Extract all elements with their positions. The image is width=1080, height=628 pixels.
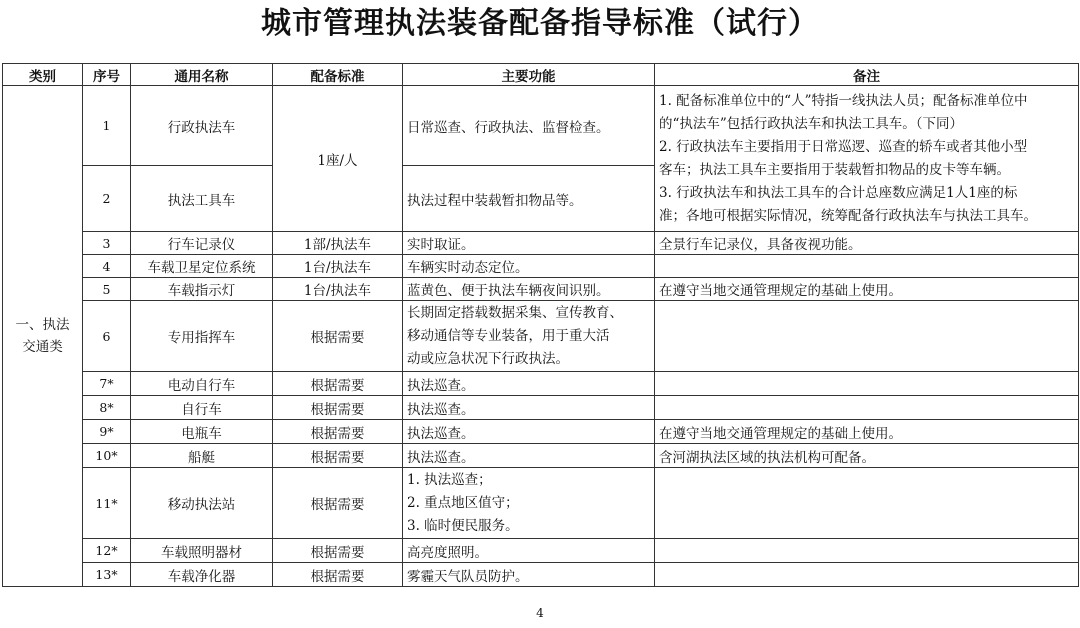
seq-cell: 2 <box>83 166 131 232</box>
standard-cell: 根据需要 <box>273 468 403 539</box>
name-cell: 行车记录仪 <box>131 232 273 255</box>
notes-cell <box>655 539 1079 563</box>
name-cell: 执法工具车 <box>131 166 273 232</box>
header-function: 主要功能 <box>403 64 655 86</box>
name-cell: 专用指挥车 <box>131 301 273 372</box>
notes-line: 2. 行政执法车主要指用于日常巡逻、巡查的轿车或者其他小型 <box>659 138 1028 155</box>
function-cell: 蓝黄色、便于执法车辆夜间识别。 <box>403 278 655 301</box>
function-line: 移动通信等专业装备，用于重大活 <box>407 327 610 344</box>
table-row <box>3 420 1079 444</box>
name-cell: 行政执法车 <box>131 86 273 166</box>
standard-cell: 1座/人 <box>273 86 403 232</box>
notes-cell <box>655 563 1079 587</box>
table-row <box>3 255 1079 278</box>
notes-cell <box>655 372 1079 396</box>
function-line: 2. 重点地区值守； <box>407 494 519 511</box>
notes-cell <box>655 255 1079 278</box>
name-cell: 电瓶车 <box>131 420 273 444</box>
table-header-row <box>3 64 1079 86</box>
seq-cell: 7* <box>83 372 131 396</box>
notes-cell: 在遵守当地交通管理规定的基础上使用。 <box>655 278 1079 301</box>
seq-cell: 12* <box>83 539 131 563</box>
function-line: 长期固定搭载数据采集、宣传教育、 <box>407 304 623 321</box>
seq-cell: 6 <box>83 301 131 372</box>
name-cell: 车载卫星定位系统 <box>131 255 273 278</box>
page-title: 城市管理执法装备配备指导标准（试行） <box>261 6 819 41</box>
name-cell: 车载照明器材 <box>131 539 273 563</box>
table-row <box>3 563 1079 587</box>
table-row <box>3 396 1079 420</box>
table-row <box>3 539 1079 563</box>
function-cell: 车辆实时动态定位。 <box>403 255 655 278</box>
notes-cell: 含河湖执法区域的执法机构可配备。 <box>655 444 1079 468</box>
seq-cell: 1 <box>83 86 131 166</box>
function-cell: 雾霾天气队员防护。 <box>403 563 655 587</box>
header-category: 类别 <box>3 64 83 86</box>
table-row <box>3 301 1079 372</box>
seq-cell: 5 <box>83 278 131 301</box>
seq-cell: 8* <box>83 396 131 420</box>
standard-cell: 1台/执法车 <box>273 255 403 278</box>
page-number: 4 <box>536 606 544 620</box>
name-cell: 车载指示灯 <box>131 278 273 301</box>
seq-cell: 11* <box>83 468 131 539</box>
table-row <box>3 372 1079 396</box>
header-notes: 备注 <box>655 64 1079 86</box>
function-line: 3. 临时便民服务。 <box>407 517 519 534</box>
header-seq: 序号 <box>83 64 131 86</box>
name-cell: 车载净化器 <box>131 563 273 587</box>
standard-cell: 根据需要 <box>273 372 403 396</box>
notes-line: 3. 行政执法车和执法工具车的合计总座数应满足1人1座的标 <box>659 184 1018 201</box>
name-cell: 电动自行车 <box>131 372 273 396</box>
function-cell: 执法巡查。 <box>403 372 655 396</box>
header-standard: 配备标准 <box>273 64 403 86</box>
standard-cell: 根据需要 <box>273 420 403 444</box>
seq-cell: 3 <box>83 232 131 255</box>
table-row <box>3 468 1079 539</box>
standard-cell: 根据需要 <box>273 539 403 563</box>
category-cell <box>3 86 83 587</box>
function-cell: 执法巡查。 <box>403 396 655 420</box>
standard-cell: 1台/执法车 <box>273 278 403 301</box>
notes-cell <box>655 301 1079 372</box>
seq-cell: 9* <box>83 420 131 444</box>
standard-cell: 根据需要 <box>273 301 403 372</box>
function-cell: 执法巡查。 <box>403 420 655 444</box>
equipment-standard-table <box>2 63 1079 587</box>
table-row <box>3 278 1079 301</box>
standard-cell: 1部/执法车 <box>273 232 403 255</box>
table-row <box>3 86 1079 166</box>
standard-cell: 根据需要 <box>273 563 403 587</box>
function-cell: 日常巡查、行政执法、监督检查。 <box>403 86 655 166</box>
category-line: 交通类 <box>22 339 63 355</box>
notes-line: 准；各地可根据实际情况，统筹配备行政执法车与执法工具车。 <box>659 207 1037 224</box>
function-cell: 执法过程中装载暂扣物品等。 <box>403 166 655 232</box>
notes-line: 客车；执法工具车主要指用于装载暂扣物品的皮卡等车辆。 <box>659 161 1010 178</box>
standard-cell: 根据需要 <box>273 444 403 468</box>
notes-line: 的“执法车”包括行政执法车和执法工具车。（下同） <box>659 115 964 132</box>
name-cell: 自行车 <box>131 396 273 420</box>
notes-cell: 全景行车记录仪，具备夜视功能。 <box>655 232 1079 255</box>
header-name: 通用名称 <box>131 64 273 86</box>
notes-cell <box>655 86 1079 232</box>
function-cell: 高亮度照明。 <box>403 539 655 563</box>
function-line: 1. 执法巡查； <box>407 471 492 488</box>
table-row <box>3 444 1079 468</box>
seq-cell: 4 <box>83 255 131 278</box>
standard-cell: 根据需要 <box>273 396 403 420</box>
notes-cell <box>655 396 1079 420</box>
table-row <box>3 232 1079 255</box>
seq-cell: 10* <box>83 444 131 468</box>
name-cell: 船艇 <box>131 444 273 468</box>
seq-cell: 13* <box>83 563 131 587</box>
function-cell: 执法巡查。 <box>403 444 655 468</box>
notes-line: 1. 配备标准单位中的“人”特指一线执法人员；配备标准单位中 <box>659 92 1028 109</box>
notes-cell: 在遵守当地交通管理规定的基础上使用。 <box>655 420 1079 444</box>
notes-cell <box>655 468 1079 539</box>
function-cell <box>403 468 655 539</box>
name-cell: 移动执法站 <box>131 468 273 539</box>
category-line: 一、执法 <box>15 317 70 333</box>
function-cell: 实时取证。 <box>403 232 655 255</box>
function-line: 动或应急状况下行政执法。 <box>407 350 569 367</box>
function-cell <box>403 301 655 372</box>
